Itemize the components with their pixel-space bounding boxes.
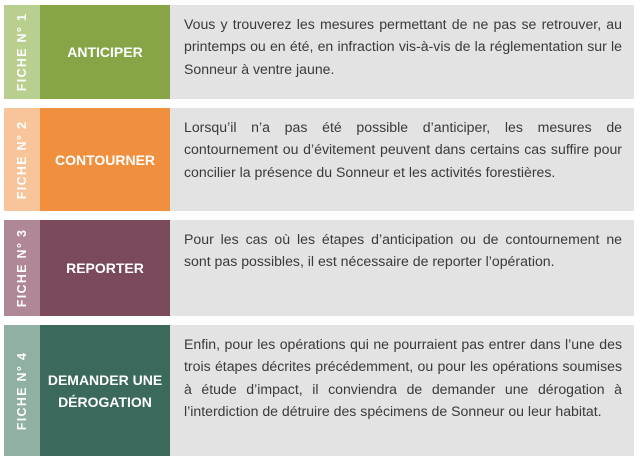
fiche-tab xyxy=(4,220,40,316)
fiche-description: Lorsqu’il n’a pas été possible d’anticiper, les mesures de contournement ou d’évitement peuvent dans certains cas suffire pour concilier la présence du Sonneur et les activités forestières. xyxy=(170,108,634,211)
fiche-title: REPORTER xyxy=(40,220,170,316)
fiche-row-3 xyxy=(4,220,634,316)
fiche-tab xyxy=(4,5,40,99)
fiche-description: Enfin, pour les opérations qui ne pourraient pas entrer dans l’une des trois étapes décrites précédemment, ou pour les opérations soumises à étude d’impact, il conviendra de demander une dérogation à l’interdiction de détruire des spécimens de Sonneur ou leur habitat. xyxy=(170,325,634,456)
fiche-title: ANTICIPER xyxy=(40,5,170,99)
fiche-tab-label: FICHE N° 4 xyxy=(15,351,29,430)
fiche-title: DEMANDER UNE DÉROGATION xyxy=(40,325,170,456)
fiche-tab-label: FICHE N° 2 xyxy=(15,120,29,199)
fiche-tab-label: FICHE N° 3 xyxy=(15,228,29,308)
fiche-tab-label: FICHE N° 1 xyxy=(15,12,29,92)
fiche-title: CONTOURNER xyxy=(40,108,170,211)
fiche-row-2 xyxy=(4,108,634,211)
fiche-tab xyxy=(4,108,40,211)
fiche-row-1 xyxy=(4,5,634,99)
fiche-description: Pour les cas où les étapes d’anticipation ou de contournement ne sont pas possibles, il est nécessaire de reporter l’opération. xyxy=(170,220,634,316)
fiche-description: Vous y trouverez les mesures permettant de ne pas se retrouver, au printemps ou en été, en infraction vis-à-vis de la réglementation sur le Sonneur à ventre jaune. xyxy=(170,5,634,99)
fiche-row-4 xyxy=(4,325,634,456)
fiche-tab xyxy=(4,325,40,456)
